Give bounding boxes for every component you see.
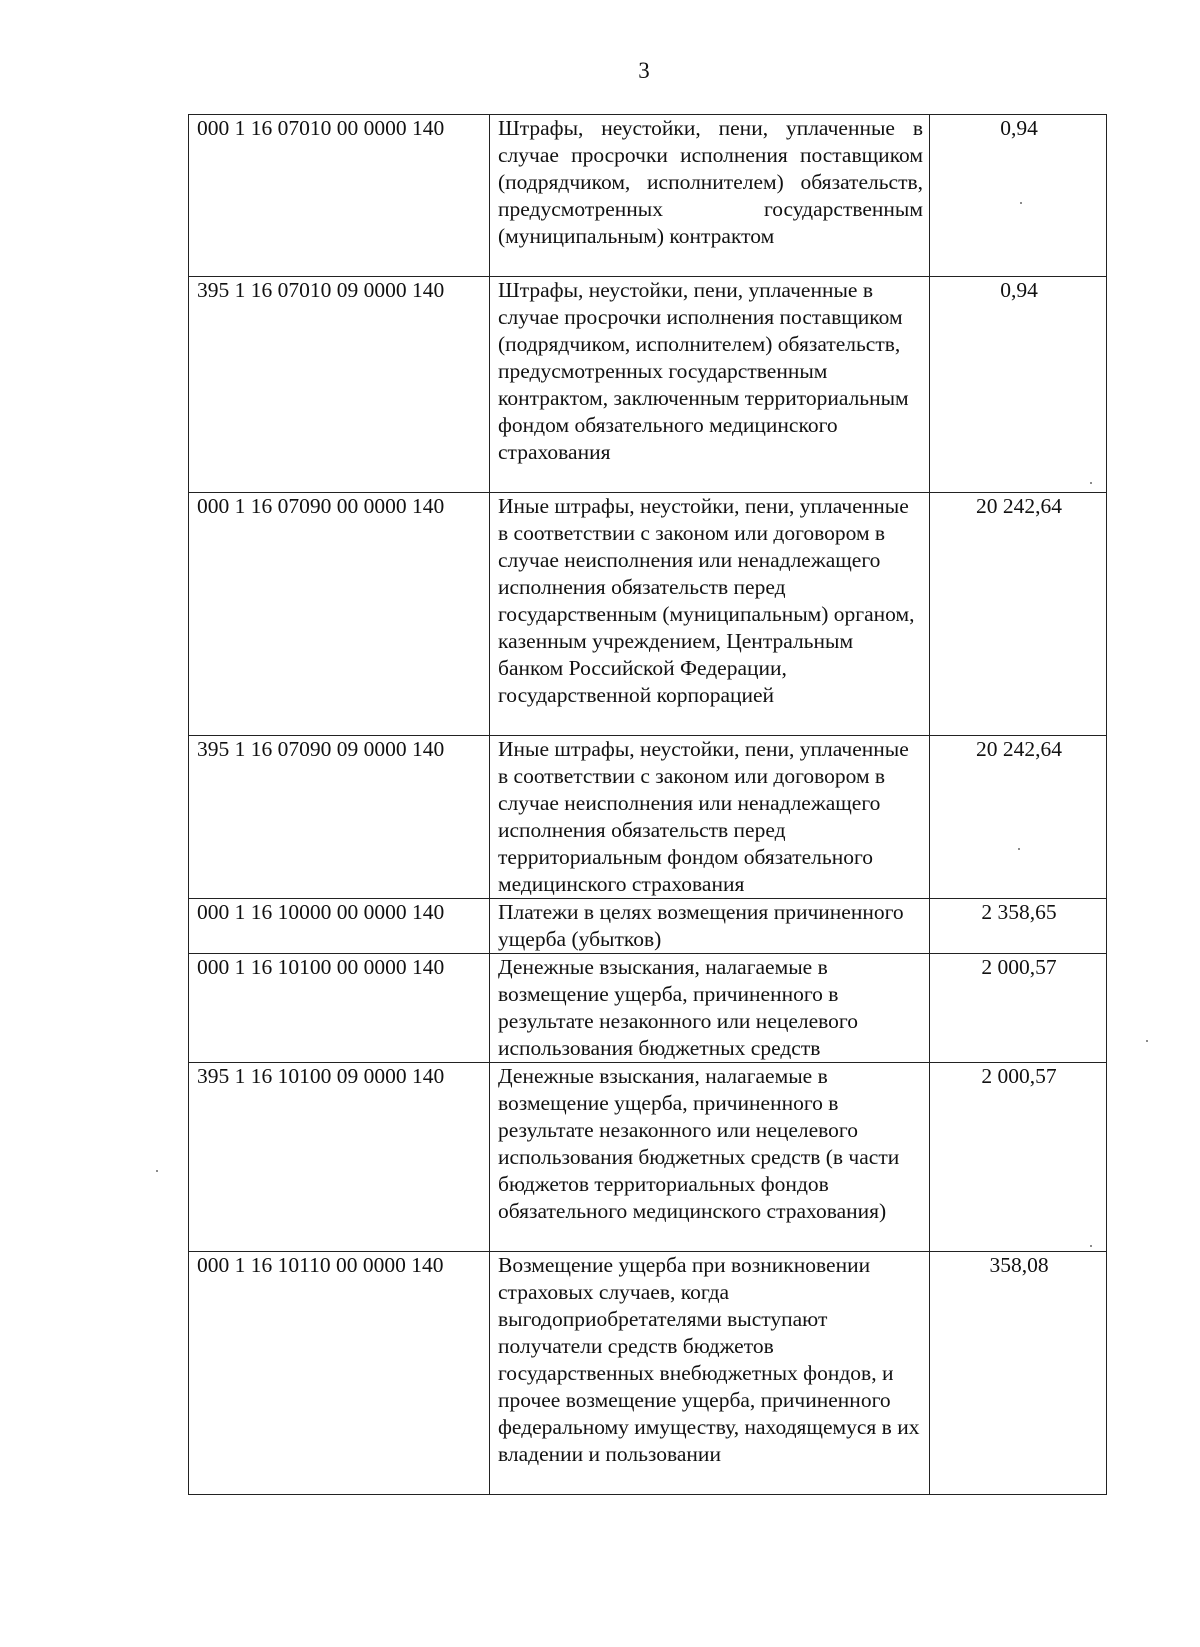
- page-number: 3: [638, 58, 650, 83]
- scan-speck: [1146, 1040, 1148, 1042]
- scan-speck: [1018, 848, 1020, 850]
- scan-speck: [1090, 1245, 1092, 1247]
- amount-cell: 20 242,64: [930, 493, 1107, 736]
- revenue-name-cell: Штрафы, неустойки, пени, уплаченные в случае просрочки исполнения поставщиком (подрядчиком, исполнителем) обязательств, предусмотренных государственным (муниципальным) контрактом: [490, 115, 930, 277]
- amount-cell: 0,94: [930, 277, 1107, 493]
- table-row: [189, 1252, 1107, 1495]
- table-row: [189, 899, 1107, 954]
- revenue-name-cell: Платежи в целях возмещения причиненного ущерба (убытков): [490, 899, 930, 954]
- amount-cell: 2 000,57: [930, 954, 1107, 1063]
- amount-cell: 20 242,64: [930, 736, 1107, 899]
- table-row: [189, 1063, 1107, 1252]
- budget-code-cell: 395 1 16 10100 09 0000 140: [189, 1063, 490, 1252]
- revenue-name-cell: Денежные взыскания, налагаемые в возмещение ущерба, причиненного в результате незаконного или нецелевого использования бюджетных средств: [490, 954, 930, 1063]
- table-row: [189, 954, 1107, 1063]
- budget-code-cell: 395 1 16 07010 09 0000 140: [189, 277, 490, 493]
- revenue-name-cell: Иные штрафы, неустойки, пени, уплаченные в соответствии с законом или договором в случае неисполнения или ненадлежащего исполнения обязательств перед территориальным фондом обязательного медицинского страхования: [490, 736, 930, 899]
- budget-code-cell: 395 1 16 07090 09 0000 140: [189, 736, 490, 899]
- budget-code-cell: 000 1 16 10100 00 0000 140: [189, 954, 490, 1063]
- amount-cell: 2 358,65: [930, 899, 1107, 954]
- revenue-name-cell: Возмещение ущерба при возникновении страховых случаев, когда выгодоприобретателями выступают получатели средств бюджетов государственных внебюджетных фондов, и прочее возмещение ущерба, причиненного федеральному имуществу, находящемуся в их владении и пользовании: [490, 1252, 930, 1495]
- revenue-name-cell: Штрафы, неустойки, пени, уплаченные в случае просрочки исполнения поставщиком (подрядчиком, исполнителем) обязательств, предусмотренных государственным контрактом, заключенным территориальным фондом обязательного медицинского страхования: [490, 277, 930, 493]
- revenue-name-cell: Иные штрафы, неустойки, пени, уплаченные в соответствии с законом или договором в случае неисполнения или ненадлежащего исполнения обязательств перед государственным (муниципальным) органом, казенным учреждением, Центральным банком Российской Федерации, государственной корпорацией: [490, 493, 930, 736]
- scan-speck: [1090, 482, 1092, 484]
- amount-cell: 0,94: [930, 115, 1107, 277]
- budget-revenue-table: [188, 114, 1107, 1495]
- budget-code-cell: 000 1 16 10000 00 0000 140: [189, 899, 490, 954]
- table-row: [189, 277, 1107, 493]
- scan-speck: [1020, 202, 1022, 204]
- table-row: [189, 736, 1107, 899]
- budget-code-cell: 000 1 16 10110 00 0000 140: [189, 1252, 490, 1495]
- amount-cell: 358,08: [930, 1252, 1107, 1495]
- budget-code-cell: 000 1 16 07010 00 0000 140: [189, 115, 490, 277]
- table-row: [189, 115, 1107, 277]
- budget-code-cell: 000 1 16 07090 00 0000 140: [189, 493, 490, 736]
- table-row: [189, 493, 1107, 736]
- amount-cell: 2 000,57: [930, 1063, 1107, 1252]
- revenue-name-cell: Денежные взыскания, налагаемые в возмещение ущерба, причиненного в результате незаконного или нецелевого использования бюджетных средств (в части бюджетов территориальных фондов обязательного медицинского страхования): [490, 1063, 930, 1252]
- scan-speck: [156, 1170, 158, 1172]
